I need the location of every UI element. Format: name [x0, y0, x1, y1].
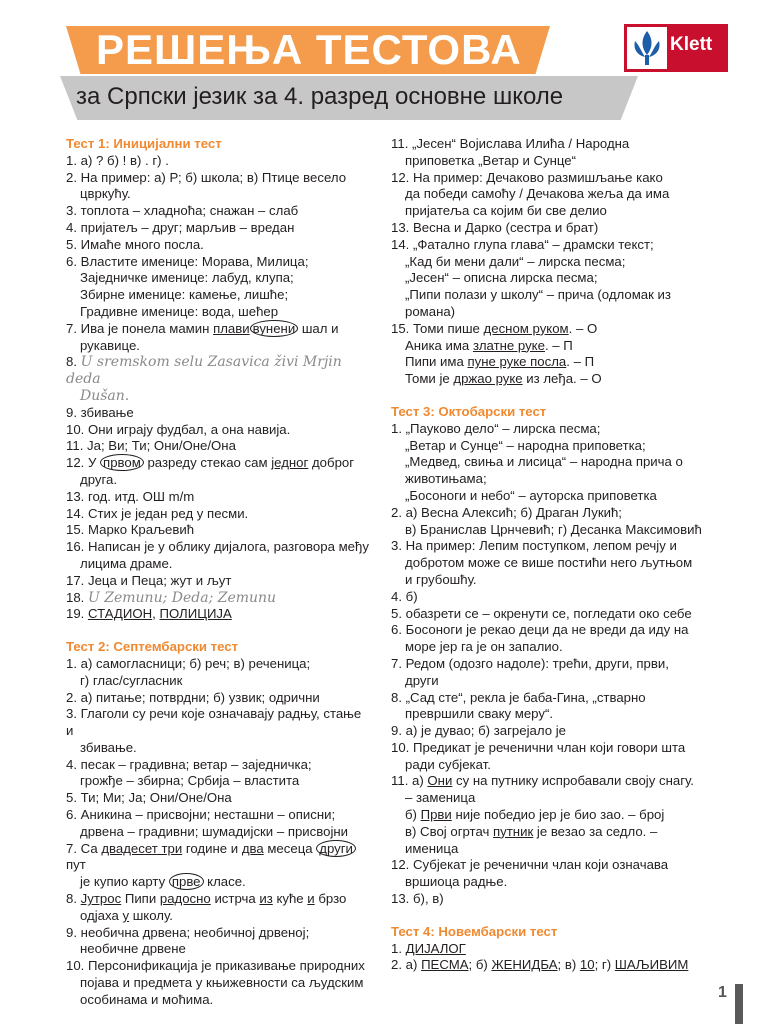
answer-line: Градивне именице: вода, шећер [80, 303, 279, 319]
answer-line: грожђе – збирна; Србија – властита [80, 773, 300, 789]
answer-line: 1. ДИЈАЛОГ [391, 940, 466, 956]
answer-line: 5. обазрети се – окренути се, погледати око себе [391, 605, 692, 621]
answer-line: 2. а) ПЕСМА; б) ЖЕНИДБА; в) 10; г) ШАЉИВИМ [391, 957, 689, 973]
answer-line: 18. U Zemunu; Deda; Zemunu [66, 589, 277, 606]
answer-line: 4. б) [391, 588, 418, 604]
answer-line: дрвена – градивни; шумадијски – присвојни [80, 823, 349, 839]
answer-line: особинама и моћима. [80, 991, 214, 1007]
answer-line: приповетка „Ветар и Сунце“ [405, 152, 577, 168]
answer-line: Заједничке именице: лабуд, клупа; [80, 270, 294, 286]
logo-emblem-icon [627, 27, 667, 69]
answer-line: Аника има златне руке. – П [405, 337, 573, 353]
answer-line: 11. „Јесен“ Војислава Илића / Народна [391, 136, 630, 151]
answer-line: 10. Предикат је реченични члан који говори шта [391, 739, 686, 755]
section-heading: Тест 3: Октобарски тест [391, 403, 547, 419]
answer-line: ради субјекат. [405, 756, 491, 772]
answer-line: необичне дрвене [80, 941, 186, 957]
answer-line: Томи је држао руке из леђа. – О [405, 371, 602, 387]
answer-line: 9. а) је дувао; б) загрејало је [391, 723, 566, 739]
answer-line: Збирне именице: камење, лишће; [80, 287, 289, 303]
page-title: РЕШЕЊА ТЕСТОВА [96, 26, 522, 73]
left-column [66, 136, 372, 1009]
answer-line: г) глас/сугласник [80, 672, 183, 688]
answer-line: 13. Весна и Дарко (сестра и брат) [391, 219, 599, 235]
answer-line: добротом може се више постићи него љутњом [405, 555, 693, 571]
answer-line: 13. б), в) [391, 891, 444, 907]
answer-line: 12. На пример: Дечаково размишљање како [391, 169, 663, 185]
answer-line: збивање. [80, 739, 137, 755]
page-tab [735, 984, 743, 1024]
answer-line: вршиоца радње. [405, 874, 508, 890]
handwritten-answer: Dušan. [80, 387, 130, 404]
answer-line: б) Први није победио јер је био зао. – број [405, 807, 665, 823]
answer-line: 1. „Пауково дело“ – лирска песма; [391, 420, 601, 436]
answer-line: 4. песак – градивна; ветар – заједничка; [66, 756, 312, 772]
answer-line: да победи самоћу / Дечакова жеља да има [405, 186, 670, 202]
answer-line: 9. збивање [66, 404, 134, 420]
answer-line: „Ветар и Сунце“ – народна приповетка; [405, 437, 646, 453]
handwritten-answer: U sremskom selu Zasavica živi Mrjin deda [66, 354, 342, 388]
answer-line: је купио карту прве класе. [80, 874, 246, 890]
answer-line: 8. „Сад сте“, рекла је баба-Гина, „стварно [391, 689, 646, 705]
answer-line: „Пипи полази у школу“ – прича (одломак из [405, 287, 671, 303]
handwritten-answer: U Zemunu; Deda; Zemunu [88, 589, 277, 606]
answer-line: 16. Написан је у облику дијалога, разговора међу [66, 539, 369, 555]
right-column [391, 136, 711, 974]
answer-line: „Медвед, свиња и лисица“ – народна прича о [405, 454, 683, 470]
answer-line: 2. На пример: а) Р; б) школа; в) Птице весело [66, 169, 347, 185]
logo-text: Klett [670, 34, 713, 55]
answer-line: и грубошћу. [405, 571, 477, 587]
answer-line: пријатеља са којим би све делио [405, 203, 607, 219]
answer-line: романа) [405, 303, 456, 319]
page-number: 1 [718, 984, 727, 1001]
answer-line: „Јесен“ – описна лирска песма; [405, 270, 598, 286]
answer-line: појава и предмета у књижевности са људским [80, 975, 364, 991]
answer-line: други [405, 672, 439, 688]
answer-line: 8. U sremskom selu Zasavica živi Mrjin deda [66, 354, 342, 388]
answer-line: 5. Ти; Ми; Ја; Они/Оне/Она [66, 790, 232, 806]
answer-line: 3. На пример: Лепим поступком, лепом речју и [391, 538, 677, 554]
answer-line: 6. Аникина – присвојни; несташни – описни; [66, 807, 336, 823]
answer-line: лицима драме. [80, 555, 173, 571]
answer-line: 7. Са двадесет три године и два месеца други пут [66, 841, 372, 875]
answer-line: 12. Субјекат је реченични члан који означава [391, 857, 669, 873]
answer-line: 13. год. итд. ОШ m/m [66, 488, 195, 504]
klett-logo [624, 24, 728, 72]
answer-line: 3. топлота – хладноћа; снажан – слаб [66, 203, 299, 219]
answer-line: животињама; [405, 471, 487, 487]
answer-line: 15. Марко Краљевић [66, 522, 195, 538]
answer-line: друга. [80, 471, 117, 487]
answer-line: 17. Јеца и Пеца; жут и љут [66, 572, 232, 588]
answer-line: 4. пријатељ – друг; марљив – вредан [66, 219, 295, 235]
answer-line: Пипи има пуне руке посла. – П [405, 354, 595, 370]
answer-line: – заменица [405, 790, 476, 806]
answer-line: 3. Глаголи су речи које означавају радњу, стање и [66, 706, 362, 739]
answer-line: одјаха у школу. [80, 907, 173, 923]
answer-line: 12. У првом разреду стекао сам једног доброг [66, 455, 355, 471]
page-subtitle: за Српски језик за 4. разред основне школе [76, 83, 564, 110]
answer-line: 11. Ја; Ви; Ти; Они/Оне/Она [66, 438, 236, 454]
answer-line: 15. Томи пише десном руком. – О [391, 320, 598, 336]
answer-line: „Кад би мени дали“ – лирска песма; [405, 253, 626, 269]
answer-line: 9. необична дрвена; необичној дрвеној; [66, 924, 310, 940]
answer-line: в) Бранислав Црнчевић; г) Десанка Максимовић [405, 521, 702, 537]
answer-line: 10. Они играју фудбал, а она навија. [66, 421, 291, 437]
answer-line: 2. а) Весна Алексић; б) Драган Лукић; [391, 504, 622, 520]
answer-line: 1. а) самогласници; б) реч; в) реченица; [66, 655, 311, 671]
answer-line: 11. а) Они су на путнику испробавали своју снагу. [391, 773, 694, 789]
answer-line: 14. „Фатално глупа глава“ – драмски текст; [391, 236, 654, 252]
answer-line: превршили сваку меру“. [405, 706, 554, 722]
answer-line: 1. а) ? б) ! в) . г) . [66, 152, 169, 168]
answer-line: рукавице. [80, 337, 140, 353]
answer-line: „Босоноги и небо“ – ауторска приповетка [405, 487, 657, 503]
answer-line: 2. а) питање; потврдни; б) узвик; одрични [66, 689, 320, 705]
answer-line: море јер га је он запалио. [405, 639, 563, 655]
answer-line: 6. Босоноги је рекао деци да не вреди да иду на [391, 622, 689, 638]
answer-line: в) Свој огртач путник је везао за седло. – [405, 823, 658, 839]
section-heading: Тест 4: Новембарски тест [391, 923, 558, 939]
answer-line: 10. Персонификација је приказивање природних [66, 958, 365, 974]
answer-line: именица [405, 840, 459, 856]
answer-line: 6. Властите именице: Морава, Милица; [66, 253, 309, 269]
section-heading: Тест 2: Септембарски тест [66, 639, 239, 655]
answer-line: 5. Имаће много посла. [66, 236, 204, 252]
answer-line: 8. Јутрос Пипи радосно истрча из куће и брзо [66, 891, 347, 907]
answer-line: 14. Стих је један ред у песми. [66, 505, 249, 521]
answer-line: 19. СТАДИОН, ПОЛИЦИЈА [66, 606, 232, 622]
section-heading: Тест 1: Иницијални тест [66, 136, 222, 151]
answer-line: 7. Ива је понела мамин плави вунени шал и [66, 320, 339, 336]
answer-line: 7. Редом (одозго надоле): трећи, други, први, [391, 655, 669, 671]
answer-line: цвркућу. [80, 186, 131, 202]
